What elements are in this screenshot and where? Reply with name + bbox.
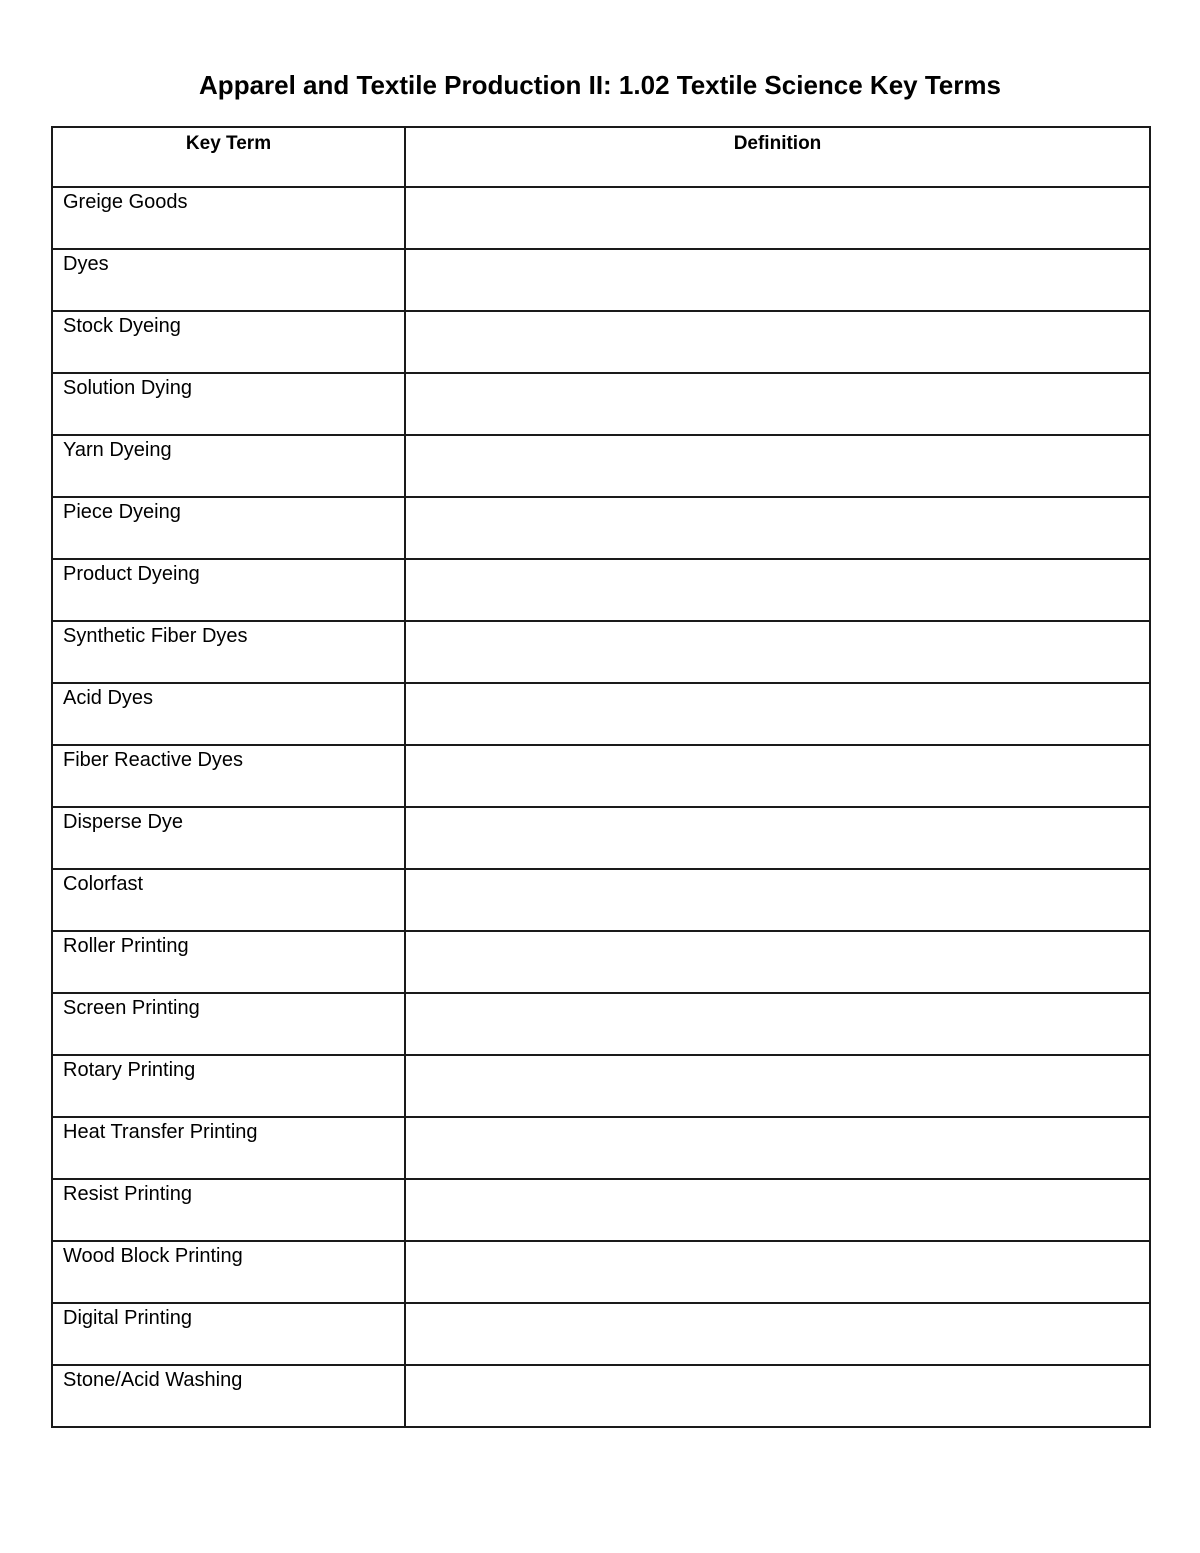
definition-cell[interactable] <box>405 249 1150 311</box>
table-row <box>52 187 1150 249</box>
table-row <box>52 497 1150 559</box>
term-cell: Screen Printing <box>52 993 405 1055</box>
header-definition: Definition <box>405 127 1150 187</box>
term-cell: Fiber Reactive Dyes <box>52 745 405 807</box>
definition-cell[interactable] <box>405 1179 1150 1241</box>
term-cell: Resist Printing <box>52 1179 405 1241</box>
term-cell: Solution Dying <box>52 373 405 435</box>
definition-cell[interactable] <box>405 187 1150 249</box>
table-row <box>52 745 1150 807</box>
definition-cell[interactable] <box>405 1303 1150 1365</box>
table-row <box>52 1179 1150 1241</box>
term-cell: Acid Dyes <box>52 683 405 745</box>
definition-cell[interactable] <box>405 807 1150 869</box>
term-cell: Heat Transfer Printing <box>52 1117 405 1179</box>
definition-cell[interactable] <box>405 931 1150 993</box>
definition-cell[interactable] <box>405 621 1150 683</box>
definition-cell[interactable] <box>405 373 1150 435</box>
definition-cell[interactable] <box>405 993 1150 1055</box>
definition-cell[interactable] <box>405 497 1150 559</box>
term-cell: Yarn Dyeing <box>52 435 405 497</box>
term-cell: Wood Block Printing <box>52 1241 405 1303</box>
definition-cell[interactable] <box>405 559 1150 621</box>
definition-cell[interactable] <box>405 745 1150 807</box>
definition-cell[interactable] <box>405 1055 1150 1117</box>
definition-cell[interactable] <box>405 1117 1150 1179</box>
header-key-term: Key Term <box>52 127 405 187</box>
page-title: Apparel and Textile Production II: 1.02 Textile Science Key Terms <box>199 70 1001 100</box>
table-row <box>52 1303 1150 1365</box>
term-cell: Product Dyeing <box>52 559 405 621</box>
table-row <box>52 1365 1150 1427</box>
table-header-row <box>52 127 1150 187</box>
term-cell: Stock Dyeing <box>52 311 405 373</box>
table-row <box>52 683 1150 745</box>
term-cell: Roller Printing <box>52 931 405 993</box>
definition-cell[interactable] <box>405 1365 1150 1427</box>
term-cell: Dyes <box>52 249 405 311</box>
term-cell: Greige Goods <box>52 187 405 249</box>
term-cell: Synthetic Fiber Dyes <box>52 621 405 683</box>
table-row <box>52 249 1150 311</box>
table-row <box>52 1117 1150 1179</box>
definition-cell[interactable] <box>405 311 1150 373</box>
term-cell: Colorfast <box>52 869 405 931</box>
table-row <box>52 869 1150 931</box>
table-row <box>52 931 1150 993</box>
definition-cell[interactable] <box>405 869 1150 931</box>
table-row <box>52 1055 1150 1117</box>
term-cell: Stone/Acid Washing <box>52 1365 405 1427</box>
table-row <box>52 1241 1150 1303</box>
definition-cell[interactable] <box>405 683 1150 745</box>
key-terms-table <box>51 126 1151 1428</box>
table-row <box>52 435 1150 497</box>
table-row <box>52 311 1150 373</box>
term-cell: Rotary Printing <box>52 1055 405 1117</box>
term-cell: Piece Dyeing <box>52 497 405 559</box>
table-row <box>52 373 1150 435</box>
term-cell: Disperse Dye <box>52 807 405 869</box>
table-row <box>52 621 1150 683</box>
definition-cell[interactable] <box>405 435 1150 497</box>
term-cell: Digital Printing <box>52 1303 405 1365</box>
definition-cell[interactable] <box>405 1241 1150 1303</box>
table-row <box>52 559 1150 621</box>
table-row <box>52 993 1150 1055</box>
table-row <box>52 807 1150 869</box>
